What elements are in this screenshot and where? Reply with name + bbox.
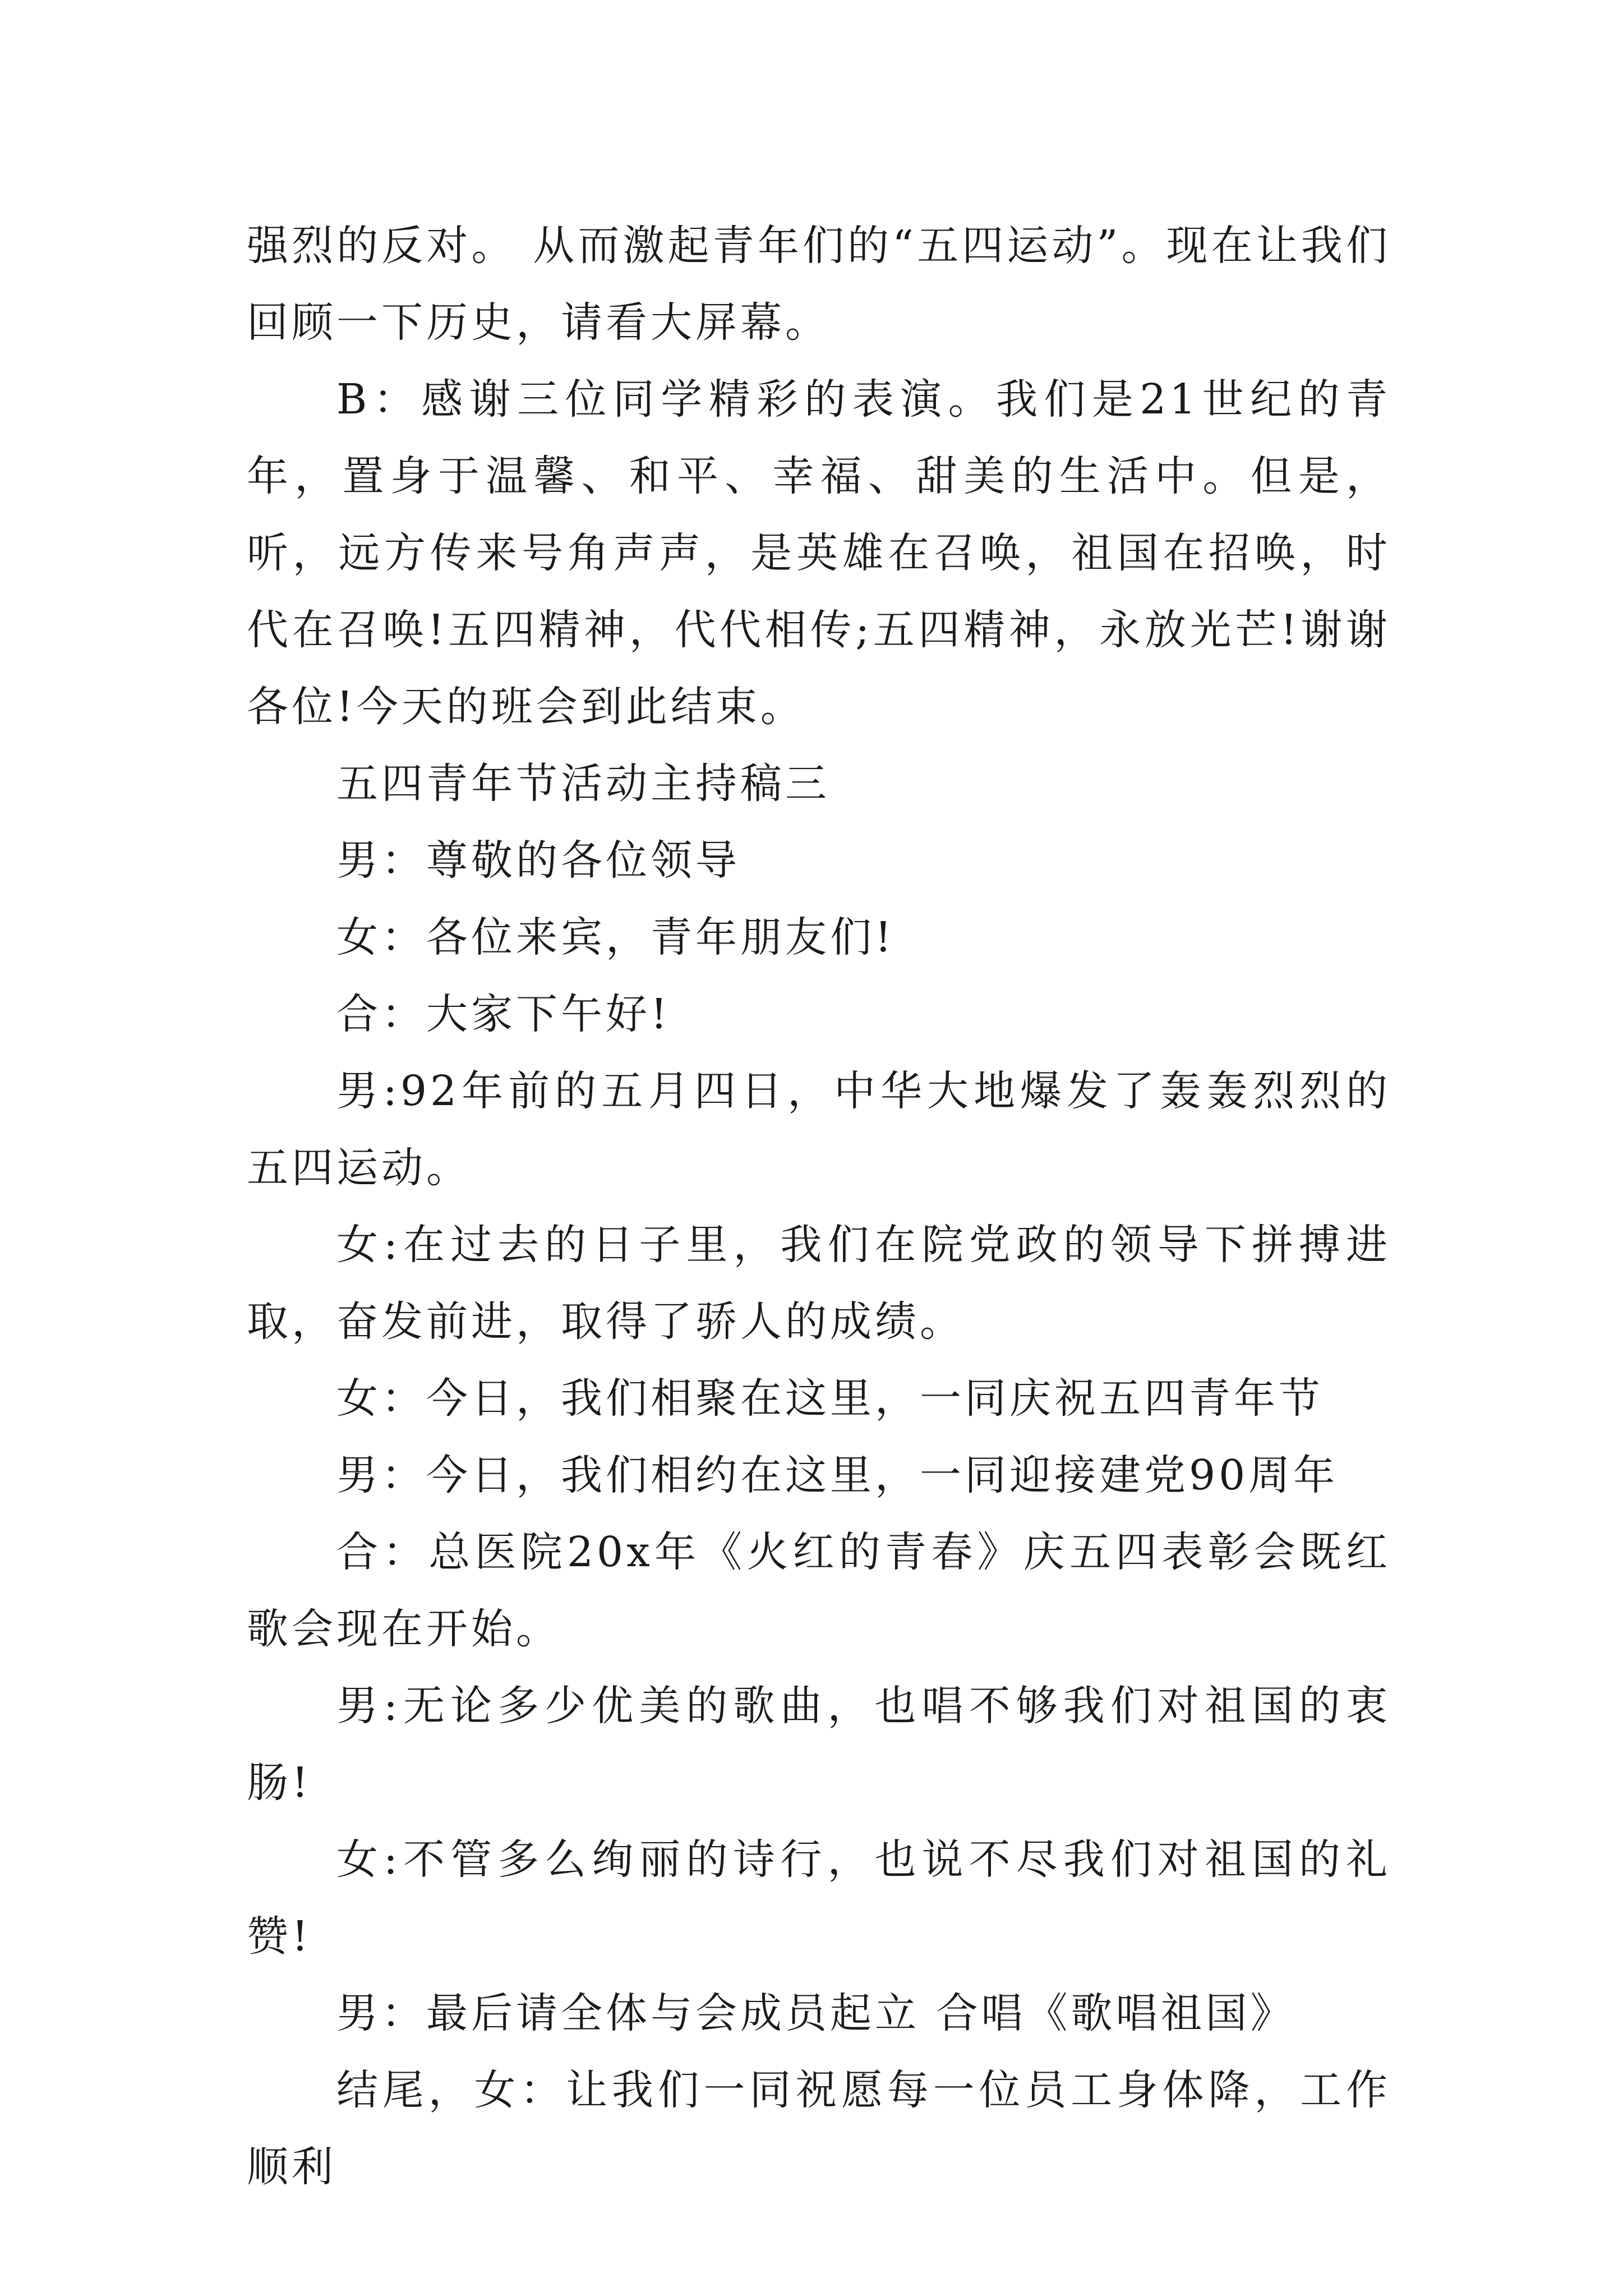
paragraph: 女：今日，我们相聚在这里，一同庆祝五四青年节 [336,1374,1324,1423]
paragraph: 强烈的反对。 从而激起青年们的“五四运动”。现在让我们回顾一下历史，请看大屏幕。 [247,222,1391,347]
paragraph: 女：各位来宾，青年朋友们! [336,913,895,961]
document-body [247,208,1391,2206]
paragraph: 男：今日，我们相约在这里，一同迎接建党90周年 [336,1451,1339,1499]
paragraph: 合：总医院20x年《火红的青春》庆五四表彰会既红歌会现在开始。 [247,1528,1391,1653]
paragraph: B：感谢三位同学精彩的表演。我们是21世纪的青年，置身于温馨、和平、幸福、甜美的生活中。但是，听，远方传来号角声声，是英雄在召唤，祖国在招唤，时代在召唤!五四精神，代代相传;五四精神，永放光芒!谢谢各位!今天的班会到此结束。 [247,375,1391,731]
paragraph: 男：尊敬的各位领导 [336,836,740,885]
section-heading: 五四青年节活动主持稿三 [336,760,830,808]
paragraph: 男：最后请全体与会成员起立 合唱《歌唱祖国》 [336,1989,1295,2037]
paragraph: 女:不管多么绚丽的诗行，也说不尽我们对祖国的礼赞! [247,1835,1391,1961]
paragraph: 结尾，女：让我们一同祝愿每一位员工身体降，工作顺利 [247,2066,1391,2191]
paragraph: 女:在过去的日子里，我们在院党政的领导下拼搏进取，奋发前进，取得了骄人的成绩。 [247,1221,1391,1346]
paragraph: 男:92年前的五月四日，中华大地爆发了轰轰烈烈的五四运动。 [247,1067,1391,1192]
paragraph: 合：大家下午好! [336,990,671,1038]
paragraph: 男:无论多少优美的歌曲，也唱不够我们对祖国的衷肠! [247,1682,1391,1807]
